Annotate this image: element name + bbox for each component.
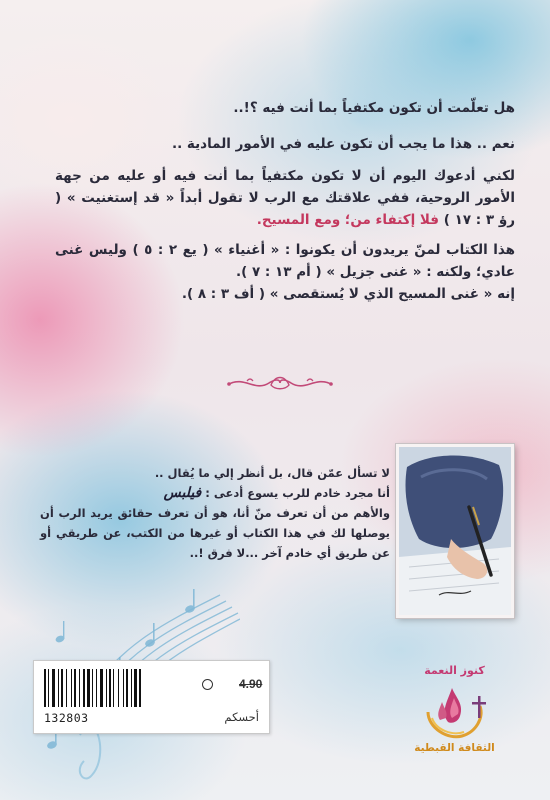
- barcode-bar: [61, 669, 63, 707]
- invitation-highlight: فلا إكتفاء من؛ ومع المسيح.: [256, 212, 439, 228]
- barcode-bar: [100, 669, 103, 707]
- author-signature: فيلبس: [163, 485, 202, 501]
- invitation-main: لكني أدعوك اليوم أن لا تكون مكتفياً بما أنت فيه أو عليه من جهة الأمور الروحية، ففي علاقتك مع الرب لا تقول أبداً « قد إستغنيت » ( رؤ ٣ : ١٧ ): [55, 168, 515, 228]
- price-barcode-sticker: [33, 660, 270, 734]
- publisher-logo: [398, 662, 508, 762]
- author-note-line2: [40, 483, 390, 503]
- barcode-bar: [58, 669, 59, 707]
- barcode-bar: [123, 669, 124, 707]
- barcode-bar: [87, 669, 90, 707]
- intro-question: هل تعلّمت أن تكون مكتفياً بما أنت فيه ؟!..: [233, 100, 515, 116]
- publisher-name: كنوز النعمة: [424, 664, 485, 677]
- barcode-bar: [71, 669, 72, 707]
- barcode-bar: [139, 669, 141, 707]
- barcode-price: 4.90: [239, 677, 263, 691]
- book-purpose-line1: هذا الكتاب لمنّ يريدون أن يكونوا : « أغنياء » ( يع ٢ : ٥ ) وليس غنى عادي؛ ولكنه : « غنى جزيل » ( أم ١٣ : ٧ ).: [55, 242, 515, 280]
- barcode-bar: [44, 669, 46, 707]
- flame-cross-logo-icon: [418, 678, 493, 742]
- barcode-bar: [52, 669, 55, 707]
- barcode-bar: [131, 669, 132, 707]
- barcode-bar: [126, 669, 128, 707]
- barcode-bar: [92, 669, 93, 707]
- barcode-bar: [134, 669, 137, 707]
- barcode-shop-name: أحسكم: [224, 710, 259, 724]
- book-purpose: [55, 239, 515, 305]
- book-purpose-line2: إنه « غنى المسيح الذي لا يُستقصى » ( أف ٣ : ٨ ).: [181, 286, 515, 302]
- barcode-bar: [79, 669, 80, 707]
- barcode-bar: [113, 669, 114, 707]
- barcode-bar: [48, 669, 49, 707]
- barcode-number: 132803: [44, 711, 89, 725]
- author-photo: [396, 444, 514, 618]
- intro-answer: نعم .. هذا ما يجب أن تكون عليه في الأمور المادية ..: [171, 136, 515, 152]
- ornament-divider-icon: [225, 372, 335, 394]
- barcode-bars: [44, 669, 154, 707]
- barcode-bar: [66, 669, 67, 707]
- barcode-bar: [118, 669, 119, 707]
- barcode-bar: [106, 669, 107, 707]
- circle-mark-icon: [202, 679, 213, 690]
- writing-hand-illustration-icon: [399, 447, 511, 615]
- barcode-bar: [74, 669, 76, 707]
- publisher-series: الثقافة القبطية: [414, 742, 495, 754]
- intro-text: [55, 97, 515, 313]
- author-note: [40, 463, 390, 563]
- author-note-line3: والأهم من أن تعرف منّ أنا، هو أن تعرف حقائق يريد الرب أن يوصلها لك في هذا الكتاب أو غيرها من الكتب، عن طريقي أو عن طريق أي خادم آخر ...لا فرق !..: [40, 506, 390, 560]
- barcode-bar: [83, 669, 85, 707]
- intro-invitation: [55, 165, 515, 231]
- barcode-bar: [96, 669, 97, 707]
- author-note-line1: لا تسأل عمّن قال، بل أنظر إلي ما يُقال ..: [154, 466, 390, 480]
- author-intro: أنا مجرد خادم للرب يسوع أدعى :: [205, 486, 390, 500]
- barcode-bar: [109, 669, 111, 707]
